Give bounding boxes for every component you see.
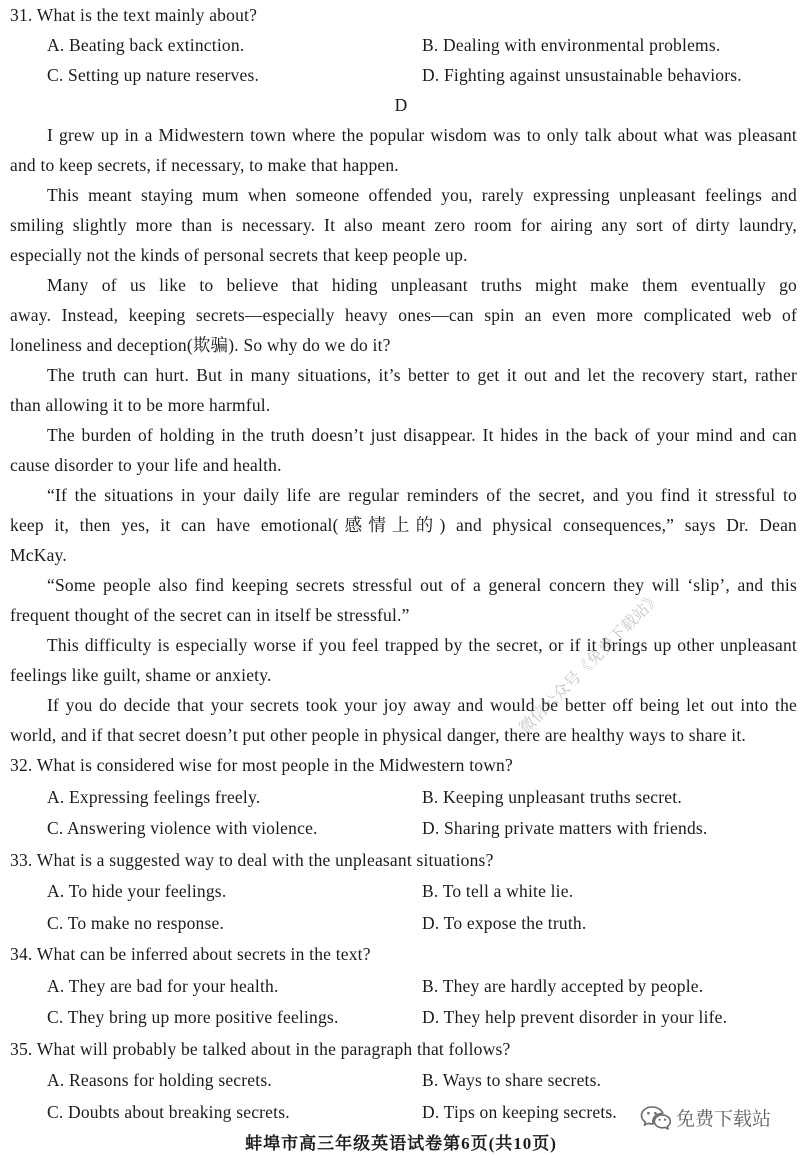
answer-option: A. Beating back extinction.	[47, 35, 245, 55]
answer-option: D. To expose the truth.	[422, 912, 587, 933]
answer-option: C. They bring up more positive feelings.	[47, 1007, 339, 1027]
watermark-text: 微信公众号《免费下载站》	[515, 588, 665, 738]
question-33	[0, 845, 802, 940]
answer-option: D. Tips on keeping secrets.	[422, 1101, 617, 1122]
answer-option: B. Ways to share secrets.	[422, 1070, 602, 1090]
answer-option: C. Doubts about breaking secrets.	[47, 1101, 290, 1122]
paragraph	[0, 270, 802, 360]
passage-line: frequent thought of the secret can in itself be stressful.”	[10, 605, 410, 625]
question-stem: 33. What is a suggested way to deal with the unpleasant situations?	[10, 849, 494, 870]
answer-option: A. To hide your feelings.	[47, 881, 227, 901]
passage-line: “If the situations in your daily life are regular reminders of the secret, and you find it stressful to	[47, 485, 797, 505]
answer-option: B. Keeping unpleasant truths secret.	[422, 786, 682, 807]
question-stem: 35. What will probably be talked about in the paragraph that follows?	[10, 1038, 511, 1059]
answer-option: C. To make no response.	[47, 912, 225, 933]
passage-line: “Some people also find keeping secrets stressful out of a general concern they will ‘slip’, and this	[47, 575, 797, 595]
passage-line: world, and if that secret doesn’t put other people in physical danger, there are healthy ways to share it.	[10, 725, 746, 745]
passage-line: The burden of holding in the truth doesn’t just disappear. It hides in the back of your mind and can	[47, 425, 797, 445]
answer-option: D. They help prevent disorder in your life.	[422, 1007, 728, 1027]
passage-line: than allowing it to be more harmful.	[10, 395, 271, 415]
question-stem: 32. What is considered wise for most people in the Midwestern town?	[10, 755, 513, 775]
option-row	[0, 30, 802, 60]
answer-option: A. Expressing feelings freely.	[47, 786, 261, 807]
paragraph	[0, 360, 802, 420]
answer-option: B. Dealing with environmental problems.	[422, 35, 721, 55]
passage-line: especially not the kinds of personal secrets that keep people up.	[10, 245, 468, 265]
answer-option: B. They are hardly accepted by people.	[422, 975, 704, 996]
passage-line: keep it, then yes, it can have emotional(感情上的) and physical consequences,” says Dr. Dean	[10, 515, 797, 535]
passage-line: The truth can hurt. But in many situations, it’s better to get it out and let the recovery start, rather	[47, 365, 797, 385]
option-row	[0, 1065, 802, 1097]
passage-line: smiling slightly more than is necessary. It also meant zero room for airing any sort of dirty laundry,	[10, 215, 797, 235]
paragraph	[0, 570, 802, 630]
wechat-icon	[640, 1105, 672, 1133]
option-row	[0, 782, 802, 814]
passage-line: and to keep secrets, if necessary, to make that happen.	[10, 155, 399, 175]
answer-option: C. Answering violence with violence.	[47, 818, 318, 838]
answer-option: D. Sharing private matters with friends.	[422, 818, 708, 838]
passage-line: loneliness and deception(欺骗). So why do we do it?	[10, 335, 391, 355]
passage-line: cause disorder to your life and health.	[10, 455, 282, 475]
answer-option: D. Fighting against unsustainable behaviors.	[422, 65, 742, 85]
page-footer: 蚌埠市高三年级英语试卷第6页(共10页)	[245, 1134, 557, 1153]
paragraph	[0, 180, 802, 270]
question-34	[0, 939, 802, 1034]
passage-line: If you do decide that your secrets took your joy away and would be better off being let out into the	[47, 695, 797, 715]
paragraph	[0, 480, 802, 570]
answer-option: C. Setting up nature reserves.	[47, 65, 260, 85]
answer-option: B. To tell a white lie.	[422, 881, 574, 901]
question-stem: 34. What can be inferred about secrets in the text?	[10, 944, 371, 964]
watermark-logo-text: 免费下载站	[676, 1108, 772, 1130]
passage-line: McKay.	[10, 545, 67, 565]
option-row	[0, 813, 802, 845]
option-row	[0, 1002, 802, 1034]
passage-line: This meant staying mum when someone offended you, rarely expressing unpleasant feelings and	[47, 185, 797, 205]
question-32	[0, 750, 802, 845]
question-stem: 31. What is the text mainly about?	[10, 5, 258, 25]
passage-line: I grew up in a Midwestern town where the popular wisdom was to only talk about what was pleasant	[47, 125, 797, 145]
passage-line: This difficulty is especially worse if you feel trapped by the secret, or if it brings up other unpleasant	[47, 635, 797, 655]
paragraph	[0, 120, 802, 180]
option-row	[0, 876, 802, 908]
passage-line: feelings like guilt, shame or anxiety.	[10, 665, 272, 685]
option-row	[0, 971, 802, 1003]
answer-option: A. They are bad for your health.	[47, 975, 279, 996]
passage-line: Many of us like to believe that hiding unpleasant truths might make them eventually go	[47, 275, 797, 295]
question-31	[0, 0, 802, 90]
option-row	[0, 908, 802, 940]
reading-passage	[0, 120, 802, 750]
paragraph	[0, 420, 802, 480]
option-row	[0, 60, 802, 90]
paragraph	[0, 690, 802, 750]
watermark-logo	[640, 1104, 780, 1134]
section-label: D	[394, 95, 408, 115]
passage-line: away. Instead, keeping secrets—especially heavy ones—can spin an even more complicated web of	[10, 305, 797, 325]
answer-option: A. Reasons for holding secrets.	[47, 1070, 272, 1090]
paragraph	[0, 630, 802, 690]
question-list	[0, 750, 802, 1128]
